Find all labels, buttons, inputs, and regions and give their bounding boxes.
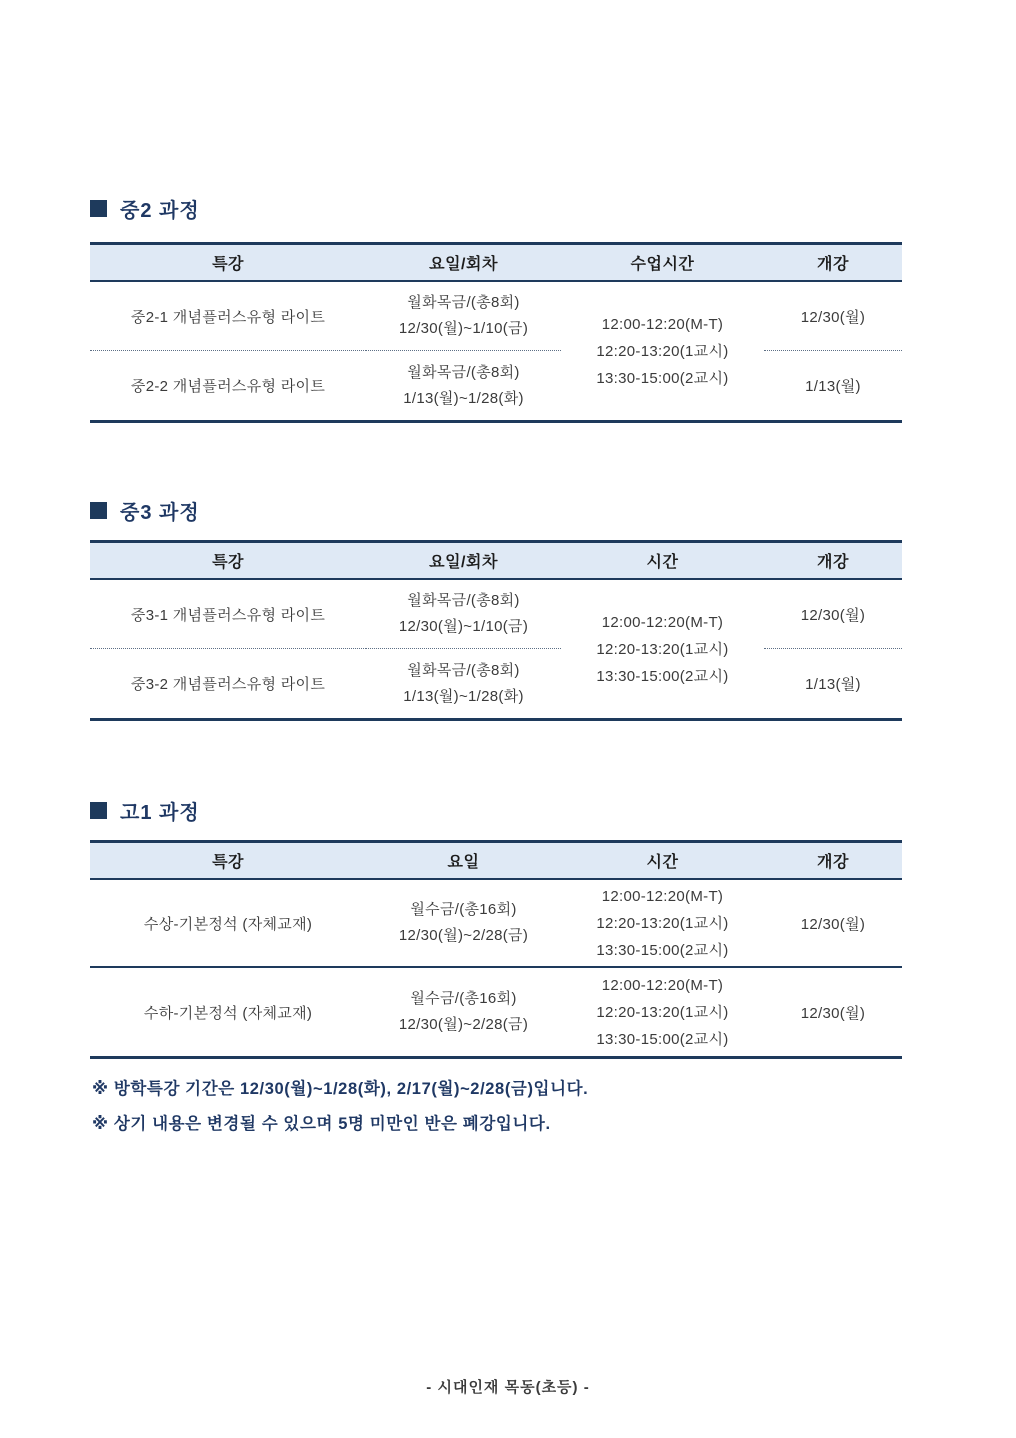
- section-bullet-icon: [90, 502, 107, 519]
- table-row: [90, 880, 902, 968]
- schedule-days: 월수금/(총16회): [410, 990, 517, 1007]
- course-cell: 수하-기본정석 (자체교재): [143, 1004, 313, 1022]
- start-date-cell: 12/30(월): [800, 1004, 866, 1022]
- course-cell: 중2-2 개념플러스유형 라이트: [130, 378, 326, 395]
- column-header-time: 시간: [561, 540, 764, 580]
- time-line: 12:00-12:20(M-T): [601, 613, 724, 631]
- table-header-row: [90, 840, 902, 880]
- column-header-days: 요일/회차: [366, 540, 561, 580]
- schedule-days: 월수금/(총16회): [410, 901, 517, 918]
- section-title-label: 중3 과정: [120, 502, 200, 524]
- section-title-label: 고1 과정: [120, 802, 200, 824]
- schedule-dates: 1/13(월)~1/28(화): [403, 389, 524, 407]
- section-title-jung2: [90, 194, 200, 223]
- column-header-start: 개강: [764, 242, 902, 282]
- schedule-cell: [366, 649, 561, 718]
- column-header-time: 수업시간: [561, 242, 764, 282]
- schedule-dates: 12/30(월)~1/10(금): [398, 320, 529, 337]
- course-cell: 수상-기본정석 (자체교재): [90, 880, 366, 968]
- schedule-table-jung3: [90, 540, 902, 721]
- time-cell: [561, 880, 764, 968]
- start-date-cell: 1/13(월): [805, 676, 861, 693]
- time-cell: [561, 282, 764, 420]
- table-header-row: [90, 242, 902, 282]
- schedule-dates: 12/30(월)~2/28(금): [398, 1016, 529, 1033]
- column-header-start: 개강: [764, 540, 902, 580]
- table-header-row: [90, 540, 902, 580]
- schedule-table-jung2: [90, 242, 902, 423]
- course-cell: 중3-1 개념플러스유형 라이트: [90, 580, 366, 649]
- column-header-days: 요일/회차: [366, 242, 561, 282]
- schedule-cell: [366, 580, 561, 649]
- note-line: ※ 상기 내용은 변경될 수 있으며 5명 미만인 반은 폐강입니다.: [92, 1115, 551, 1133]
- column-header-start: 개강: [764, 840, 902, 880]
- schedule-cell: [366, 968, 561, 1056]
- schedule-dates: 1/13(월)~1/28(화): [403, 687, 524, 705]
- section-title-label: 중2 과정: [120, 200, 200, 222]
- time-line: 12:20-13:20(1교시): [596, 342, 729, 360]
- time-line: 12:20-13:20(1교시): [596, 914, 729, 932]
- course-cell: 중3-2 개념플러스유형 라이트: [130, 676, 326, 693]
- table-row: [90, 351, 902, 420]
- column-header-days: 요일: [366, 840, 561, 880]
- table-row: [90, 968, 902, 1056]
- schedule-table-go1: [90, 840, 902, 1059]
- time-line: 12:20-13:20(1교시): [596, 640, 729, 658]
- schedule-cell: [366, 880, 561, 968]
- time-line: 12:00-12:20(M-T): [601, 315, 724, 333]
- start-date-cell: 12/30(월): [764, 282, 902, 351]
- time-line: 12:00-12:20(M-T): [601, 976, 724, 994]
- time-cell: [561, 968, 764, 1056]
- course-cell: 중2-1 개념플러스유형 라이트: [90, 282, 366, 351]
- column-header-course: 특강: [90, 540, 366, 580]
- time-line: 12:00-12:20(M-T): [601, 887, 724, 905]
- column-header-time: 시간: [561, 840, 764, 880]
- schedule-days: 월화목금/(총8회): [407, 592, 520, 609]
- table-row: [90, 580, 902, 649]
- start-date-cell: 12/30(월): [764, 580, 902, 649]
- footnotes: [92, 1072, 588, 1142]
- section-title-jung3: [90, 496, 200, 525]
- section-title-go1: [90, 796, 200, 825]
- start-date-cell: 12/30(월): [764, 880, 902, 968]
- time-line: 13:30-15:00(2교시): [596, 1030, 729, 1048]
- time-line: 12:20-13:20(1교시): [596, 1003, 729, 1021]
- time-line: 13:30-15:00(2교시): [596, 941, 729, 959]
- schedule-cell: [366, 282, 561, 351]
- time-line: 13:30-15:00(2교시): [596, 667, 729, 685]
- section-bullet-icon: [90, 802, 107, 819]
- section-bullet-icon: [90, 200, 107, 217]
- schedule-cell: [366, 351, 561, 420]
- page-footer: - 시대인재 목동(초등) -: [426, 1379, 590, 1396]
- schedule-dates: 12/30(월)~1/10(금): [398, 618, 529, 635]
- table-row: [90, 649, 902, 718]
- start-date-cell: 1/13(월): [805, 378, 861, 395]
- schedule-days: 월화목금/(총8회): [407, 294, 520, 311]
- column-header-course: 특강: [90, 242, 366, 282]
- note-line: ※ 방학특강 기간은 12/30(월)~1/28(화), 2/17(월)~2/28(금)입니다.: [92, 1080, 589, 1098]
- schedule-days: 월화목금/(총8회): [407, 363, 520, 381]
- time-line: 13:30-15:00(2교시): [596, 369, 729, 387]
- table-row: [90, 282, 902, 351]
- column-header-course: 특강: [90, 840, 366, 880]
- schedule-days: 월화목금/(총8회): [407, 661, 520, 679]
- time-cell: [561, 580, 764, 718]
- schedule-dates: 12/30(월)~2/28(금): [398, 927, 529, 944]
